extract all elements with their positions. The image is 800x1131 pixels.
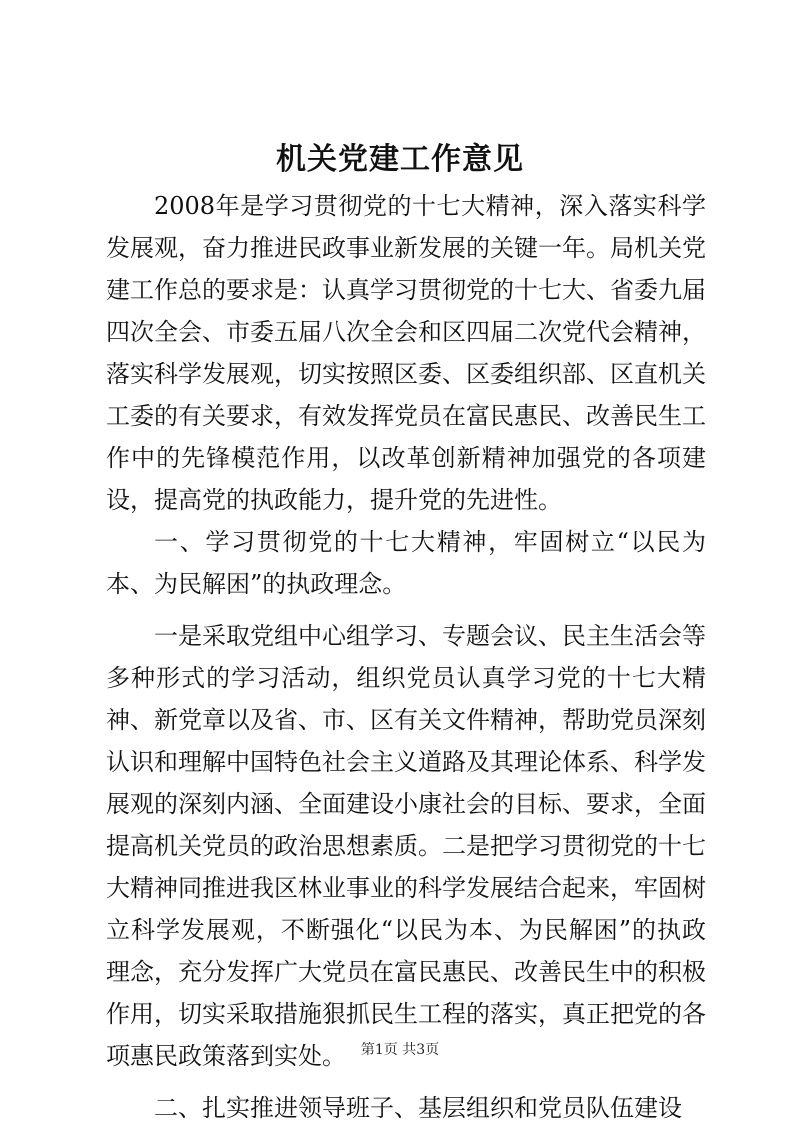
section-heading-2: 二、扎实推进领导班子、基层组织和党员队伍建设 (154, 1094, 682, 1122)
paragraph-spacer (106, 605, 706, 615)
paragraph-section-1-body: 一是采取党组中心组学习、专题会议、民主生活会等多种形式的学习活动，组织党员认真学习党的十七大精神、新党章以及省、市、区有关文件精神，帮助党员深刻认识和理解中国特色社会主义道路及其理论体系、科学发展观的深刻内涵、全面建设小康社会的目标、要求，全面提高机关党员的政治思想素质。二是把学习贯彻党的十七大精神同推进我区林业事业的科学发展结合起来，牢固树立科学发展观，不断强化“以民为本、为民解困”的执政理念，充分发挥广大党员在富民惠民、改善民生中的积极作用，切实采取措施狠抓民生工程的落实，真正把党的各项惠民政策落到实处。 (106, 622, 706, 1070)
paragraph-spacer (106, 1077, 706, 1087)
paragraph-intro: 2008年是学习贯彻党的十七大精神，深入落实科学发展观，奋力推进民政事业新发展的关键一年。局机关党建工作总的要求是：认真学习贯彻党的十七大、省委九届四次全会、市委五届八次全会和区四届二次党代会精神，落实科学发展观，切实按照区委、区委组织部、区直机关工委的有关要求，有效发挥党员在富民惠民、改善民生工作中的先锋模范作用，以改革创新精神加强党的各项建设，提高党的执政能力，提升党的先进性。 (106, 192, 706, 514)
section-heading-1: 一、学习贯彻党的十七大精神，牢固树立“以民为本、为民解困”的执政理念。 (106, 528, 706, 598)
document-title: 机关党建工作意见 (276, 142, 524, 177)
document-body (106, 185, 706, 1129)
page-footer: 第1页 共3页 (360, 1042, 440, 1058)
